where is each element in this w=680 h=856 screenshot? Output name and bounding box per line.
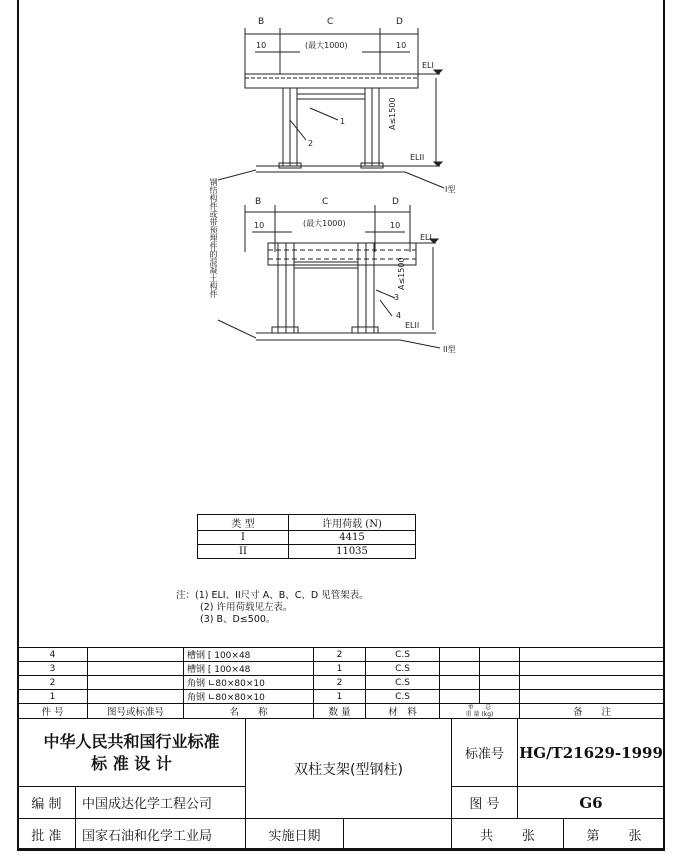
bom-row (18, 690, 665, 704)
dim-d-2: D (392, 197, 399, 207)
height-label-1: A≤1500 (388, 97, 397, 130)
fig-no-label: 图 号 (452, 787, 518, 819)
note-3: (3) B、D≤500。 (200, 614, 276, 625)
bom-qty: 1 (314, 690, 366, 704)
dim-max-1: (最大1000) (305, 41, 348, 50)
note-1: 注：(1) ELI、II尺寸 A、B、C、D 见管架表。 (176, 590, 369, 601)
total-label: 共 (480, 829, 494, 844)
dim-b-2: B (255, 197, 262, 207)
bom-no: 3 (18, 662, 88, 676)
bom-name: 角钢 ∟80×80×10 (184, 676, 314, 690)
bom-material: C.S (366, 690, 440, 704)
bom-std (88, 662, 184, 676)
bom-name: 槽钢 [ 100×48 (184, 662, 314, 676)
std-no: HG/T21629-1999 (518, 719, 665, 787)
total-sheets-cell (452, 819, 564, 851)
load-table (197, 514, 416, 559)
dim-d-1: D (396, 17, 403, 27)
bom-std (88, 676, 184, 690)
part-2: 2 (308, 139, 314, 148)
elev-bottom-2: ELII (405, 321, 420, 330)
page-cell (564, 819, 665, 851)
bom-header-row (18, 704, 665, 719)
bom-name: 角钢 ∟80×80×10 (184, 690, 314, 704)
bom-material: C.S (366, 662, 440, 676)
bom-header-remark: 备 注 (520, 704, 665, 719)
dim-max-2: (最大1000) (303, 219, 346, 228)
sheet-label-2: 张 (628, 829, 642, 844)
bom-header-weight-label: 重 量 (kg) (465, 711, 494, 718)
bom-header-weight (440, 704, 520, 719)
dim-10-2a: 10 (254, 221, 265, 230)
bom-header-qty: 数 量 (314, 704, 366, 719)
dim-10-1a: 10 (256, 41, 267, 50)
bom-no: 2 (18, 676, 88, 690)
notes (176, 590, 369, 626)
bom-row (18, 662, 665, 676)
side-note: 钢结构件或带预埋件的混凝土构件 (209, 178, 218, 298)
load-type-2: II (198, 545, 289, 559)
bom-header-total: 总 (485, 704, 492, 711)
org-line-1: 中华人民共和国行业标准 (43, 731, 220, 751)
note-2: (2) 许用荷载见左表。 (200, 602, 293, 613)
approved-label: 批 准 (18, 819, 76, 851)
part-3: 3 (394, 293, 400, 302)
type-label-2: II型 (443, 345, 456, 354)
dim-c-2: C (322, 197, 329, 207)
load-value-1: 4415 (289, 531, 416, 545)
load-type-1: I (198, 531, 289, 545)
elev-bottom-1: ELII (410, 153, 425, 162)
bom-header-std: 图号或标准号 (88, 704, 184, 719)
bom-qty: 1 (314, 662, 366, 676)
dim-b-1: B (258, 17, 265, 27)
compiled-label: 编 制 (18, 787, 76, 819)
part-4: 4 (396, 311, 402, 320)
bom-row (18, 648, 665, 662)
org-line-2: 标 准 设 计 (91, 753, 172, 773)
bom-material: C.S (366, 676, 440, 690)
std-no-label: 标准号 (452, 719, 518, 787)
title-block (17, 718, 665, 850)
bom-no: 4 (18, 648, 88, 662)
approved-by: 国家石油和化学工业局 (76, 819, 246, 851)
load-value-2: 11035 (289, 545, 416, 559)
bom-std (88, 648, 184, 662)
bom-header-name: 名 称 (184, 704, 314, 719)
impl-date-label: 实施日期 (246, 819, 344, 851)
type-label-1: I型 (445, 185, 456, 194)
page-label: 第 (586, 829, 600, 844)
bom-no: 1 (18, 690, 88, 704)
org-cell (18, 719, 246, 787)
compiled-by: 中国成达化学工程公司 (76, 787, 246, 819)
bom-std (88, 690, 184, 704)
part-1: 1 (340, 117, 346, 126)
bom-qty: 2 (314, 648, 366, 662)
dim-10-1b: 10 (396, 41, 407, 50)
height-label-2: A≤1500 (397, 257, 406, 290)
bom-qty: 2 (314, 676, 366, 690)
load-header-type: 类 型 (198, 515, 289, 531)
bom-header-material: 材 料 (366, 704, 440, 719)
fig-no: G6 (518, 787, 665, 819)
load-header-load: 许用荷载 (N) (289, 515, 416, 531)
elev-top-1: ELI (422, 61, 434, 70)
sheet-label: 张 (521, 829, 535, 844)
bom-header-unit: 单 (467, 704, 474, 711)
dim-c-1: C (327, 17, 334, 27)
drawing-title: 双柱支架(型钢柱) (246, 719, 452, 819)
elev-top-2: ELI (420, 233, 432, 242)
bom-header-no: 件 号 (18, 704, 88, 719)
bom-row (18, 676, 665, 690)
bom-name: 槽钢 [ 100×48 (184, 648, 314, 662)
bom-table (17, 647, 665, 719)
dim-10-2b: 10 (390, 221, 401, 230)
bom-material: C.S (366, 648, 440, 662)
impl-date-value (344, 819, 452, 851)
